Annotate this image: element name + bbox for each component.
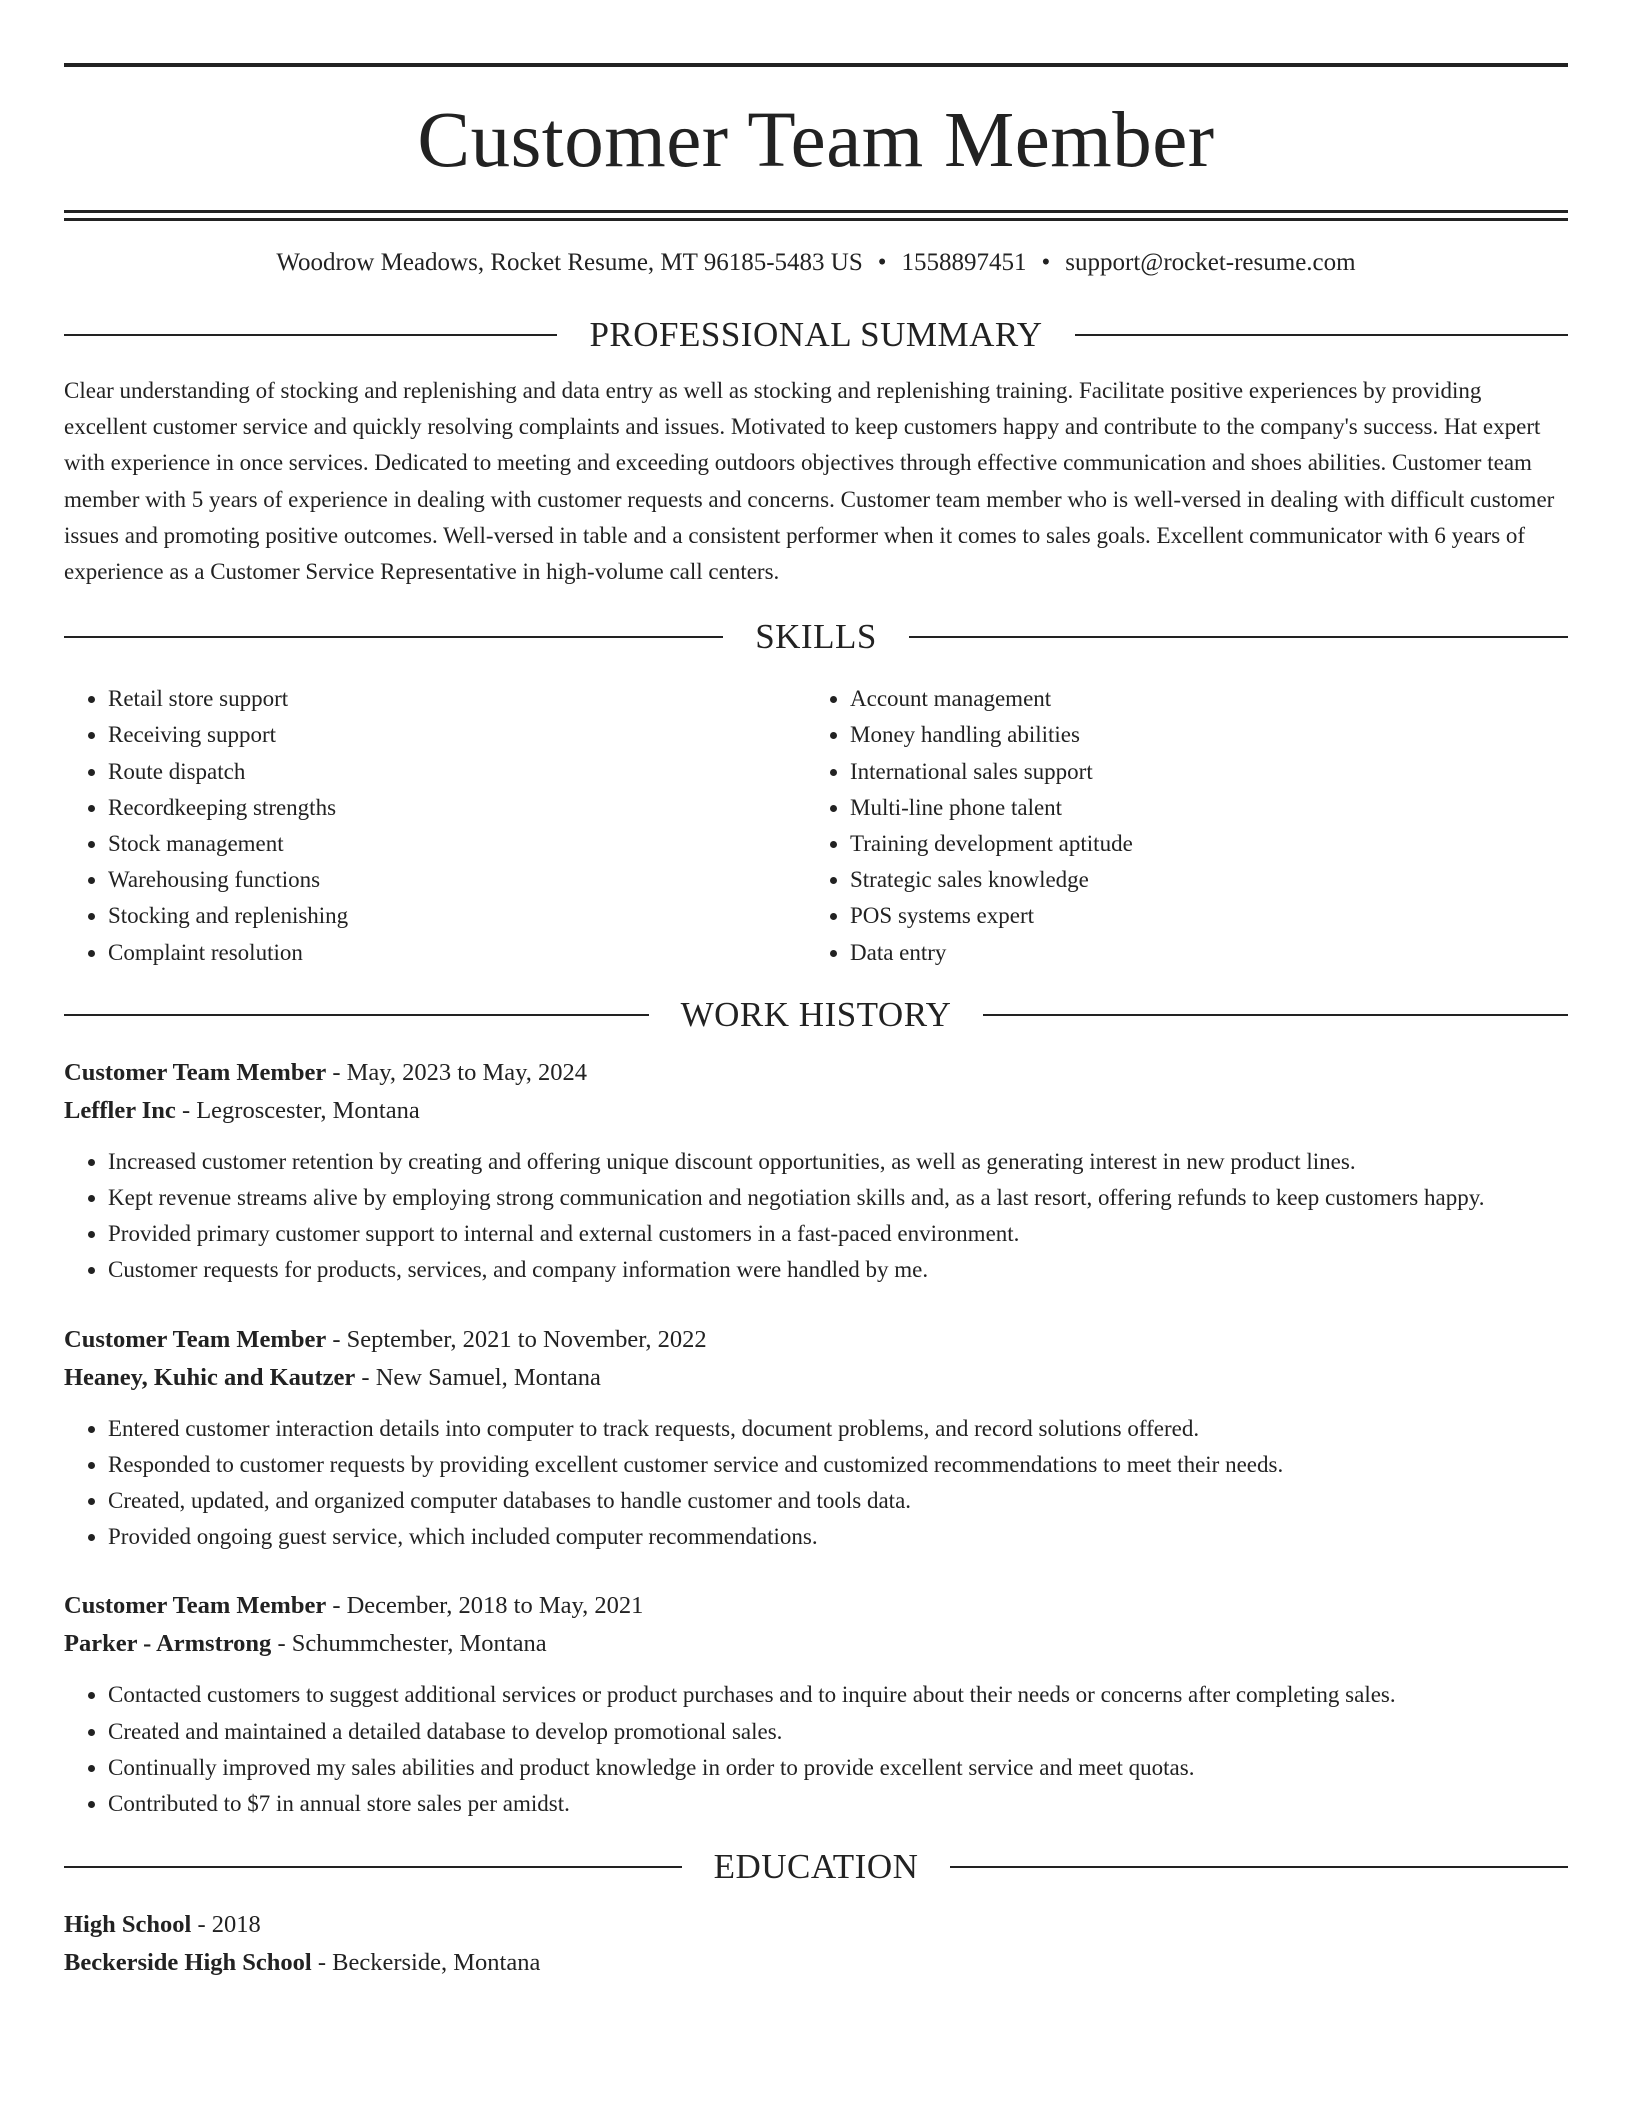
- job-title-line: [64, 1321, 1568, 1359]
- contact-phone: 1558897451: [901, 249, 1027, 276]
- job-title: Customer Team Member: [64, 1058, 327, 1086]
- contact-email: support@rocket-resume.com: [1065, 249, 1356, 276]
- section-title-skills: SKILLS: [755, 617, 877, 657]
- education-degree-line: [64, 1906, 1568, 1944]
- job-bullets: [64, 1677, 1568, 1822]
- skill-item: • Strategic sales knowledge: [850, 862, 1548, 898]
- job-entry: [64, 1587, 1568, 1822]
- skills-columns: [64, 681, 1568, 971]
- resume-page: [64, 0, 1568, 1982]
- skill-item: • International sales support: [850, 754, 1548, 790]
- job-location: - Schummchester, Montana: [271, 1630, 547, 1658]
- section-header-education: [64, 1845, 1568, 1889]
- section-rule-left: [64, 636, 723, 638]
- job-bullet: • Provided primary customer support to internal and external customers in a fast-paced environment.: [108, 1216, 1568, 1252]
- job-dates: - September, 2021 to November, 2022: [326, 1325, 707, 1353]
- title-double-rule: [64, 210, 1568, 221]
- section-rule-left: [64, 1014, 649, 1016]
- skill-item: • Multi-line phone talent: [850, 790, 1548, 826]
- skill-item: • Route dispatch: [108, 754, 806, 790]
- education-school: Beckerside High School: [64, 1949, 312, 1977]
- job-entry: [64, 1321, 1568, 1556]
- job-dates: - December, 2018 to May, 2021: [326, 1592, 644, 1620]
- job-bullet: • Customer requests for products, services, and company information were handled by me.: [108, 1252, 1568, 1288]
- job-bullet: • Created, updated, and organized computer databases to handle customer and tools data.: [108, 1483, 1568, 1519]
- section-rule-right: [1075, 334, 1568, 336]
- job-title: Customer Team Member: [64, 1325, 327, 1353]
- education-school-line: [64, 1944, 1568, 1982]
- job-bullet: • Contacted customers to suggest additional services or product purchases and to inquire about their needs or concerns after completing sales.: [108, 1677, 1568, 1713]
- section-rule-left: [64, 1866, 682, 1868]
- job-bullet: • Created and maintained a detailed database to develop promotional sales.: [108, 1714, 1568, 1750]
- skill-item: • Warehousing functions: [108, 862, 806, 898]
- job-entry: [64, 1054, 1568, 1289]
- job-bullet: • Continually improved my sales abilities and product knowledge in order to provide excellent service and meet quotas.: [108, 1750, 1568, 1786]
- job-dates: - May, 2023 to May, 2024: [326, 1058, 588, 1086]
- section-title-summary: PROFESSIONAL SUMMARY: [589, 315, 1043, 354]
- job-bullets: [64, 1411, 1568, 1556]
- section-header-skills: [64, 615, 1568, 659]
- section-rule-right: [950, 1866, 1568, 1868]
- section-title-work: WORK HISTORY: [680, 994, 952, 1034]
- job-company-line: [64, 1359, 1568, 1397]
- education-degree: High School: [64, 1911, 192, 1939]
- job-bullet: • Responded to customer requests by providing excellent customer service and customized recommendations to meet their needs.: [108, 1447, 1568, 1483]
- job-bullet: • Increased customer retention by creating and offering unique discount opportunities, as well as generating interest in new product lines.: [108, 1144, 1568, 1180]
- contact-separator: •: [877, 249, 887, 276]
- education-location: - Beckerside, Montana: [311, 1949, 541, 1977]
- job-title-line: [64, 1587, 1568, 1625]
- job-company-line: [64, 1092, 1568, 1130]
- education-entry: [64, 1906, 1568, 1982]
- job-company: Leffler Inc: [64, 1096, 176, 1124]
- section-rule-right: [983, 1014, 1568, 1016]
- section-title-education: EDUCATION: [713, 1847, 919, 1887]
- contact-address: Woodrow Meadows, Rocket Resume, MT 96185-5483 US: [276, 249, 863, 276]
- job-company-line: [64, 1625, 1568, 1663]
- skill-item: • Stock management: [108, 826, 806, 862]
- skill-item: • Training development aptitude: [850, 826, 1548, 862]
- resume-title: Customer Team Member: [417, 97, 1215, 184]
- summary-paragraph: Clear understanding of stocking and replenishing and data entry as well as stocking and replenishing training. Facilitate positive experiences by providing excellent customer service and quickly resolving complaints and issues. Motivated to keep customers happy and contribute to the company's success. Hat expert with experience in once services. Dedicated to meeting and exceeding outdoors objectives through effective communication and shoes abilities. Customer team member with 5 years of experience in dealing with customer requests and concerns. Customer team member who is well-versed in dealing with difficult customer issues and promoting positive outcomes. Well-versed in table and a consistent performer when it comes to sales goals. Excellent communicator with 6 years of experience as a Customer Service Representative in high-volume call centers.: [64, 378, 1555, 585]
- skill-item: • Retail store support: [108, 681, 806, 717]
- skill-item: • Recordkeeping strengths: [108, 790, 806, 826]
- contact-separator: •: [1041, 249, 1051, 276]
- skill-item: • Money handling abilities: [850, 717, 1548, 753]
- job-location: - New Samuel, Montana: [355, 1363, 601, 1391]
- skill-item: • Complaint resolution: [108, 935, 806, 971]
- job-company: Heaney, Kuhic and Kautzer: [64, 1363, 356, 1391]
- job-bullet: • Contributed to $7 in annual store sales per amidst.: [108, 1786, 1568, 1822]
- skill-item: • Data entry: [850, 935, 1548, 971]
- job-title: Customer Team Member: [64, 1592, 327, 1620]
- section-rule-left: [64, 334, 557, 336]
- skill-item: • POS systems expert: [850, 898, 1548, 934]
- skills-list-left: [64, 681, 806, 971]
- education-year: - 2018: [191, 1911, 261, 1939]
- skill-item: • Receiving support: [108, 717, 806, 753]
- job-bullet: • Provided ongoing guest service, which included computer recommendations.: [108, 1519, 1568, 1555]
- section-header-summary: [64, 313, 1568, 357]
- job-bullet: • Entered customer interaction details into computer to track requests, document problems, and record solutions offered.: [108, 1411, 1568, 1447]
- skills-list-right: [806, 681, 1548, 971]
- section-header-work: [64, 993, 1568, 1037]
- contact-line: [64, 247, 1568, 279]
- job-bullets: [64, 1144, 1568, 1289]
- job-bullet: • Kept revenue streams alive by employing strong communication and negotiation skills and, as a last resort, offering refunds to keep customers happy.: [108, 1180, 1568, 1216]
- skill-item: • Account management: [850, 681, 1548, 717]
- job-title-line: [64, 1054, 1568, 1092]
- job-company: Parker - Armstrong: [64, 1630, 272, 1658]
- job-location: - Legroscester, Montana: [175, 1096, 420, 1124]
- skill-item: • Stocking and replenishing: [108, 898, 806, 934]
- top-rule: [64, 63, 1568, 67]
- section-rule-right: [909, 636, 1568, 638]
